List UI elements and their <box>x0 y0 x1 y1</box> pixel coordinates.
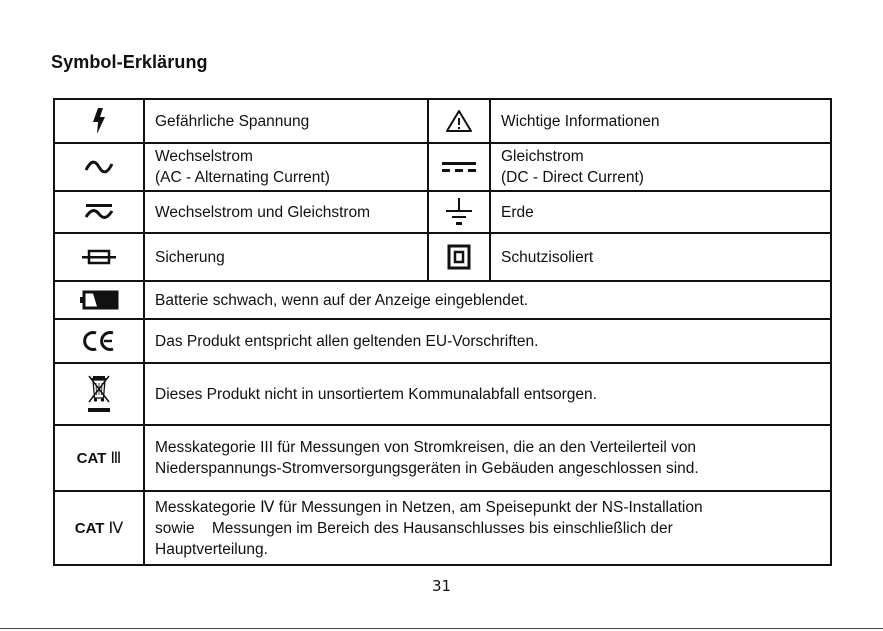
fuse-label: Sicherung <box>144 233 428 281</box>
warning-triangle-icon <box>445 109 473 133</box>
cat4-line1: Messkategorie Ⅳ für Messungen in Netzen, am Speisepunkt der NS-Installation <box>155 498 703 516</box>
symbol-cell <box>54 281 144 319</box>
symbol-cell <box>54 191 144 233</box>
dc-label-line2: (DC - Direct Current) <box>501 169 644 186</box>
cat4-cell <box>54 491 144 565</box>
table-row <box>54 233 831 281</box>
table-row <box>54 191 831 233</box>
ac-label-line2: (AC - Alternating Current) <box>155 169 330 186</box>
symbol-table <box>53 98 832 566</box>
cat4-line2: sowie Messungen im Bereich des Hausanschlusses bis einschließlich der <box>155 519 673 537</box>
table-row <box>54 319 831 363</box>
cat3-roman: Ⅲ <box>110 449 122 467</box>
symbol-cell <box>54 143 144 191</box>
cat3-line1: Messkategorie III für Messungen von Stromkreisen, die an den Verteilerteil von <box>155 439 697 456</box>
cat4-prefix: CAT <box>74 519 105 537</box>
cat4-description <box>144 491 831 565</box>
symbol-cell <box>428 233 490 281</box>
dc-label <box>490 143 831 191</box>
symbol-cell <box>54 319 144 363</box>
symbol-cell <box>54 99 144 143</box>
weee-bin-icon <box>85 372 113 416</box>
table-row <box>54 281 831 319</box>
ground-icon <box>444 197 474 227</box>
table-row <box>54 143 831 191</box>
table-row <box>54 491 831 565</box>
symbol-cell <box>428 191 490 233</box>
symbol-cell <box>54 233 144 281</box>
symbol-cell <box>428 99 490 143</box>
table-row <box>54 363 831 425</box>
ground-label: Erde <box>490 191 831 233</box>
symbol-cell <box>54 363 144 425</box>
double-insulated-label: Schutzisoliert <box>490 233 831 281</box>
symbol-cell <box>428 143 490 191</box>
battery-low-label: Batterie schwach, wenn auf der Anzeige eingeblendet. <box>144 281 831 319</box>
ce-mark-icon <box>82 330 116 352</box>
page-number: 31 <box>431 577 452 595</box>
cat4-roman: Ⅳ <box>108 519 124 537</box>
cat3-line2: Niederspannungs-Stromversorgungsgeräten in Gebäuden angeschlossen sind. <box>155 460 699 477</box>
lightning-icon <box>92 108 106 134</box>
table-row <box>54 425 831 491</box>
double-insulation-icon <box>447 244 471 270</box>
weee-label: Dieses Produkt nicht in unsortiertem Kommunalabfall entsorgen. <box>144 363 831 425</box>
ac-dc-icon <box>84 203 114 221</box>
table-row <box>54 99 831 143</box>
ac-label <box>144 143 428 191</box>
cat3-badge <box>77 450 122 467</box>
ac-wave-icon <box>84 160 114 174</box>
battery-icon <box>79 290 119 310</box>
cat4-badge <box>75 520 123 537</box>
important-info-label: Wichtige Informationen <box>490 99 831 143</box>
cat4-line3: Hauptverteilung. <box>155 540 268 558</box>
ac-label-line1: Wechselstrom <box>155 148 253 165</box>
ac-dc-label: Wechselstrom und Gleichstrom <box>144 191 428 233</box>
page-title: Symbol-Erklärung <box>51 52 208 72</box>
cat3-cell <box>54 425 144 491</box>
bottom-divider <box>0 628 883 629</box>
dc-label-line1: Gleichstrom <box>501 148 584 165</box>
fuse-icon <box>81 248 117 266</box>
cat3-description <box>144 425 831 491</box>
cat3-prefix: CAT <box>76 449 107 467</box>
ce-label: Das Produkt entspricht allen geltenden EU-Vorschriften. <box>144 319 831 363</box>
danger-voltage-label: Gefährliche Spannung <box>144 99 428 143</box>
dc-icon <box>441 160 477 174</box>
